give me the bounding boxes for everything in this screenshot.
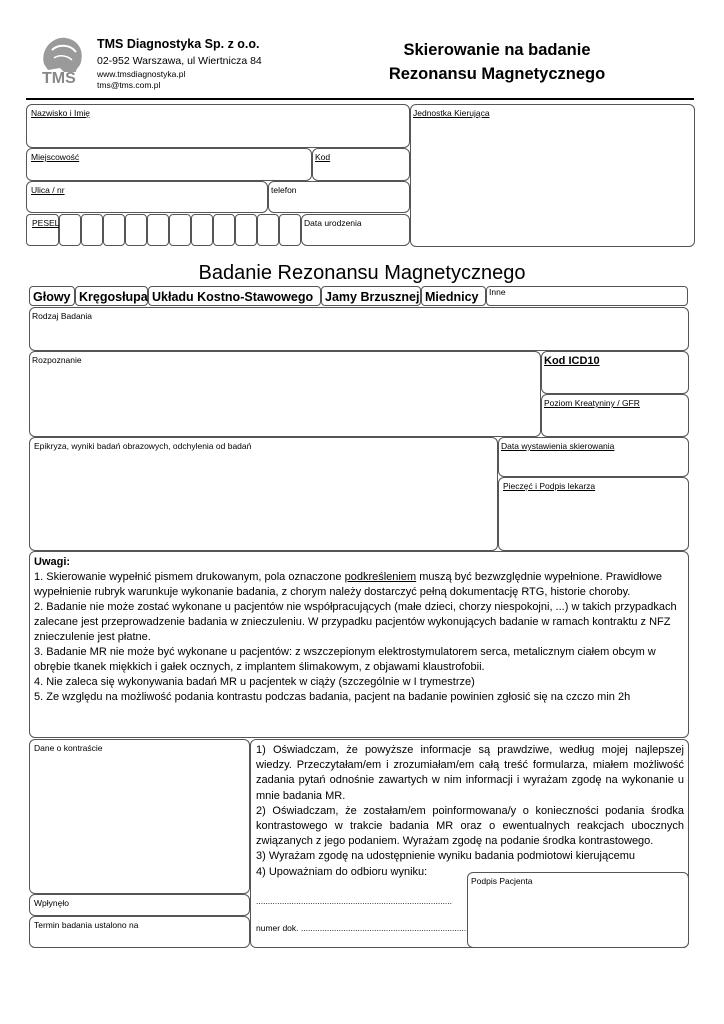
phone-field[interactable] xyxy=(268,181,410,213)
contrast-data-label: Dane o kontraście xyxy=(34,743,103,753)
company-email: tms@tms.com.pl xyxy=(97,80,161,90)
diagnosis-label: Rozpoznanie xyxy=(32,355,82,365)
birth-date-label: Data urodzenia xyxy=(304,218,362,228)
logo-text: TMS xyxy=(42,70,76,87)
category-pelvis[interactable]: Miednicy xyxy=(421,286,486,306)
pesel-digit[interactable] xyxy=(147,214,169,246)
company-logo xyxy=(36,34,86,92)
name-field[interactable] xyxy=(26,104,410,148)
pesel-digit[interactable] xyxy=(213,214,235,246)
form-title-line1: Skierowanie na badanie xyxy=(403,41,591,59)
form-title-line2: Rezonansu Magnetycznego xyxy=(388,65,606,83)
category-other[interactable] xyxy=(486,286,688,306)
patient-signature-label: Podpis Pacjenta xyxy=(471,876,533,886)
company-address: 02-952 Warszawa, ul Wiertnicza 84 xyxy=(97,55,262,67)
note-1-post: muszą być bezwzględnie wypełnione. Prawidłowe wypełnienie rubryk warunkuje wykonanie badania, z chorym należy dostarczyć pełną dokumentację RTG, historie choroby. xyxy=(34,571,662,598)
postal-code-label: Kod xyxy=(315,152,331,162)
company-website: www.tmsdiagnostyka.pl xyxy=(97,69,186,79)
pesel-digit[interactable] xyxy=(169,214,191,246)
declarations-text xyxy=(256,743,684,880)
notes-text xyxy=(34,555,686,705)
exam-categories xyxy=(29,286,689,308)
city-field[interactable] xyxy=(26,148,312,181)
epicrisis-field[interactable] xyxy=(29,437,498,551)
patient-signature-field[interactable] xyxy=(467,872,689,948)
exam-type-field[interactable] xyxy=(29,307,689,351)
exam-title: Badanie Rezonansu Magnetycznego xyxy=(198,262,526,284)
pesel-digit[interactable] xyxy=(235,214,257,246)
pesel-digit[interactable] xyxy=(279,214,301,246)
pesel-row xyxy=(26,214,302,246)
note-1-underlined: podkreśleniem xyxy=(344,571,417,583)
category-abdomen[interactable]: Jamy Brzusznej xyxy=(321,286,421,306)
birth-date-field[interactable] xyxy=(301,214,410,246)
notes-title: Uwagi: xyxy=(34,556,71,568)
received-label: Wpłynęło xyxy=(34,898,69,908)
phone-label: telefon xyxy=(271,185,297,195)
category-other-label: Inne xyxy=(489,287,506,297)
pesel-label: PESEL xyxy=(32,218,60,228)
postal-code-field[interactable] xyxy=(312,148,410,181)
authorized-person-line[interactable]: ................................................................................... xyxy=(256,896,453,906)
note-2: 2. Badanie nie może zostać wykonane u pacjentów nie współpracujących (małe dzieci, chorzy niespokojni, ...) w takich przypadkach zalecane jest przeprowadzenie badania w znieczuleniu. W przypadku pacjentów wykonujących badanie w ramach kontraktu z NFZ znieczulenie jest płatne. xyxy=(34,601,677,643)
pesel-digit[interactable] xyxy=(103,214,125,246)
referring-unit-field[interactable] xyxy=(410,104,695,247)
city-label: Miejscowość xyxy=(31,152,80,162)
exam-term-field[interactable] xyxy=(29,916,250,948)
issue-date-field[interactable] xyxy=(498,437,689,477)
declaration-2: 2) Oświadczam, że zostałam/em poinformowana/y o konieczności podania środka kontrastowego w trakcie badania MR oraz o ewentualnych reakcjach ubocznych związanych z jego podaniem. Wyrażam zgodę na podanie środka kontrastowego. xyxy=(256,804,684,848)
epicrisis-label: Epikryza, wyniki badań obrazowych, odchylenia od badań xyxy=(34,441,252,451)
declaration-3: 3) Wyrażam zgodę na udostępnienie wyniku badania podmiotowi kierującemu xyxy=(256,850,636,863)
pesel-digit[interactable] xyxy=(59,214,81,246)
issue-date-label: Data wystawienia skierowania xyxy=(501,441,615,451)
diagnosis-field[interactable] xyxy=(29,351,541,437)
pesel-digit[interactable] xyxy=(125,214,147,246)
icd10-label: Kod ICD10 xyxy=(544,355,600,367)
pesel-label-cell xyxy=(26,214,59,246)
header-divider xyxy=(26,98,694,100)
declaration-4: 4) Upoważniam do odbioru wyniku: xyxy=(256,865,428,878)
note-5: 5. Ze względu na możliwość podania kontrastu podczas badania, pacjent na badanie powinien zgłosić się na czczo min 2h xyxy=(34,691,631,703)
name-label: Nazwisko i Imię xyxy=(31,108,91,118)
note-4: 4. Nie zaleca się wykonywania badań MR u pacjentek w ciąży (szczególnie w I trymestrze) xyxy=(34,676,475,688)
note-3: 3. Badanie MR nie może być wykonane u pacjentów: z wszczepionym elektrostymulatorem serca, metalicznym ciałem obcym w obrębie tkanek miękkich i gałek ocznych, z implantem ślimakowym, z objawami klaustrofobii. xyxy=(34,646,656,673)
notes-box xyxy=(29,551,689,738)
creatinine-label: Poziom Kreatyniny / GFR xyxy=(544,398,640,408)
form-title xyxy=(370,38,624,86)
contrast-data-field[interactable] xyxy=(29,739,250,894)
referring-unit-label: Jednostka Kierująca xyxy=(413,108,490,118)
declaration-1: 1) Oświadczam, że powyższe informacje są prawdziwe, według mojej najlepszej wiedzy. Przeczytałam/em i zrozumiałam/em całą treść formularza, miałem możliwość zadania pytań odnośnie zawartych w nim informacji i wyrażam zgodę na wykonanie u mnie badania MR. xyxy=(256,744,684,802)
document-number-line[interactable]: numer dok. ...................................................................... xyxy=(256,923,467,933)
exam-type-label: Rodzaj Badania xyxy=(32,311,93,321)
creatinine-field[interactable] xyxy=(541,394,689,437)
street-field[interactable] xyxy=(26,181,268,213)
received-field[interactable] xyxy=(29,894,250,916)
pesel-digit[interactable] xyxy=(81,214,103,246)
doctor-stamp-field[interactable] xyxy=(498,477,689,551)
note-1-pre: 1. Skierowanie wypełnić pismem drukowanym, pola oznaczone xyxy=(34,571,345,583)
pesel-digit[interactable] xyxy=(191,214,213,246)
category-musculoskeletal[interactable]: Układu Kostno-Stawowego xyxy=(148,286,321,306)
exam-term-label: Termin badania ustalono na xyxy=(34,920,139,930)
company-name: TMS Diagnostyka Sp. z o.o. xyxy=(97,37,260,51)
street-label: Ulica / nr xyxy=(31,185,65,195)
category-head[interactable]: Głowy xyxy=(29,286,75,306)
doctor-stamp-label: Pieczęć i Podpis lekarza xyxy=(503,481,596,491)
pesel-digit[interactable] xyxy=(257,214,279,246)
icd10-field[interactable] xyxy=(541,351,689,394)
category-spine[interactable]: Kręgosłupa xyxy=(75,286,148,306)
note-1 xyxy=(34,570,686,600)
